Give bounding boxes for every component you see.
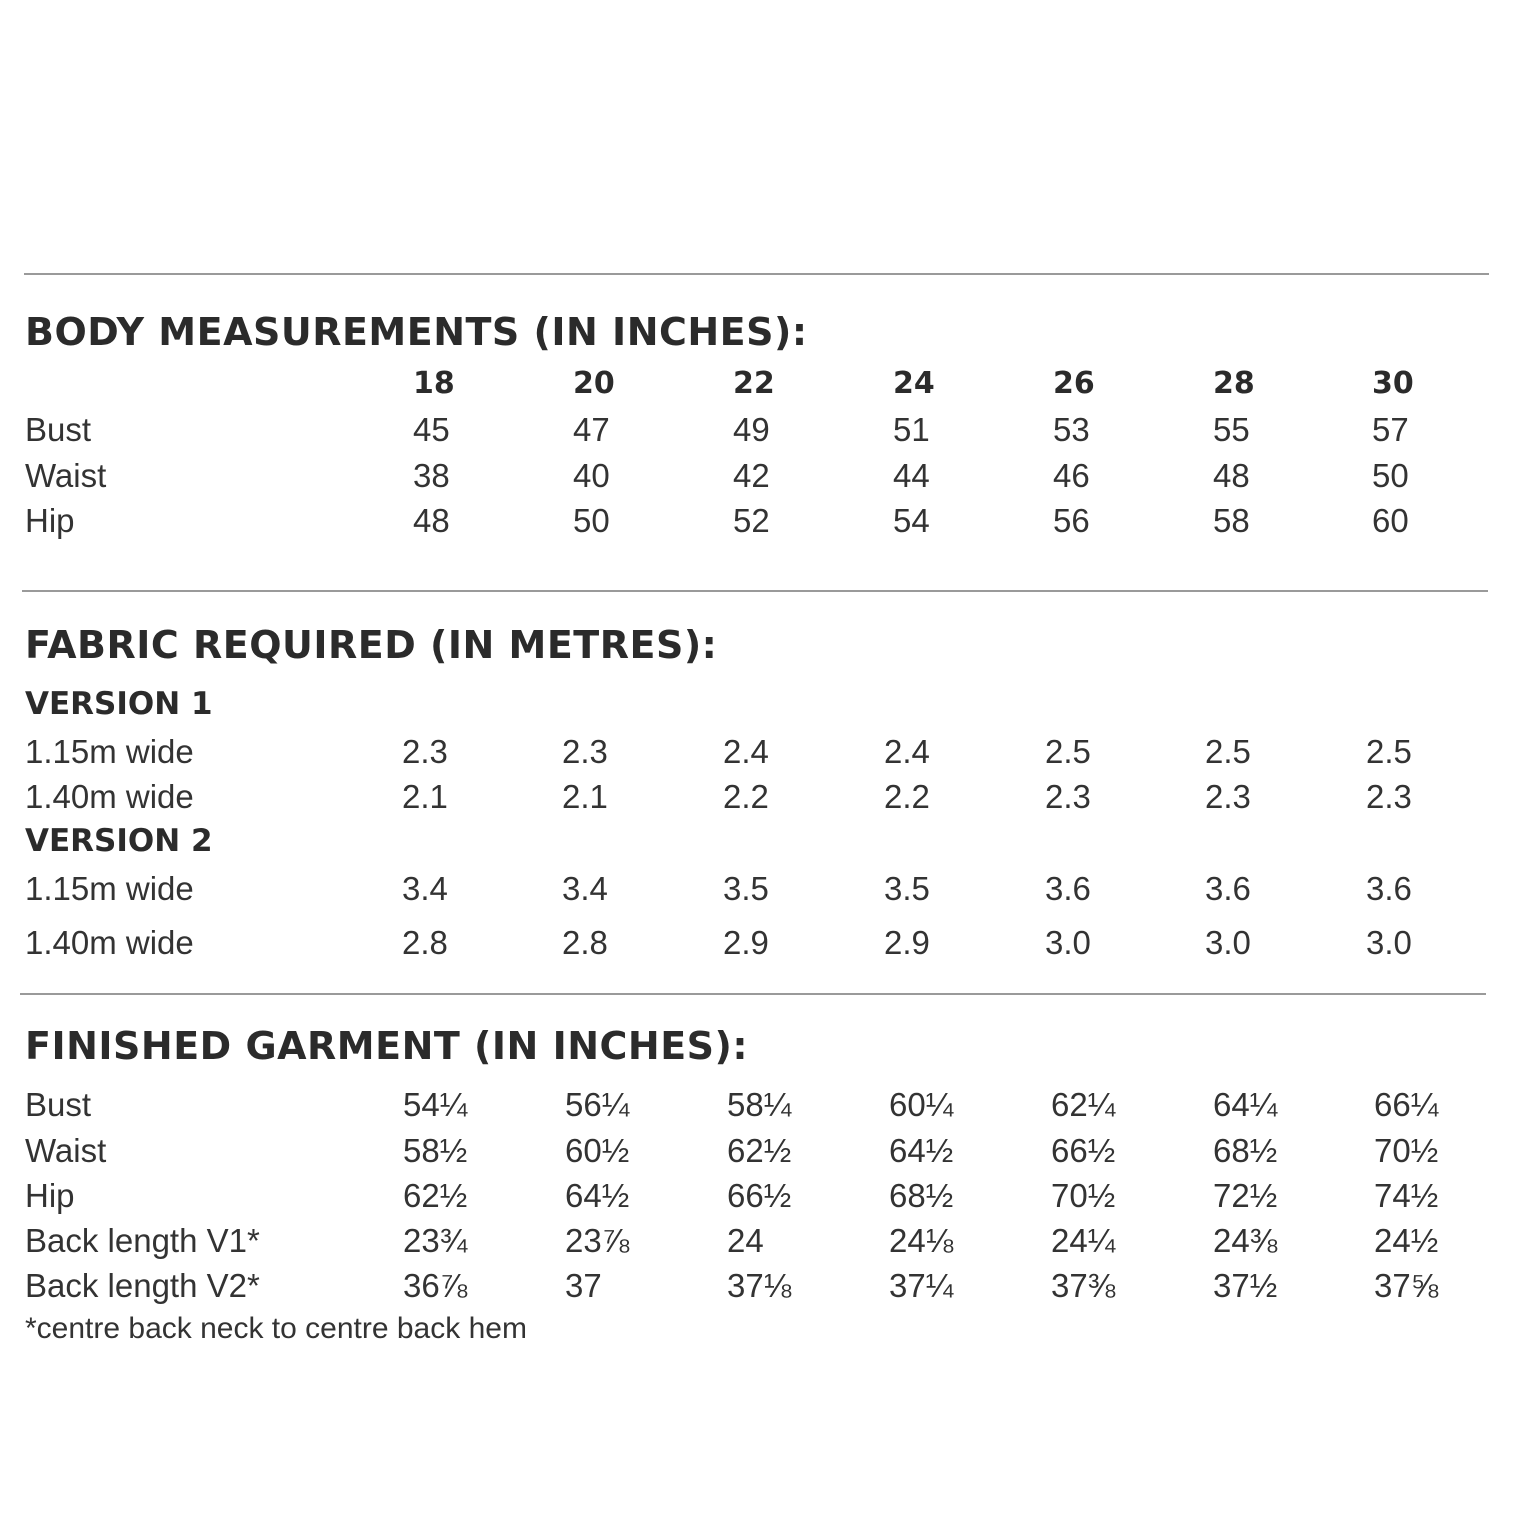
table-cell: 56 bbox=[1053, 502, 1090, 539]
table-cell: 58½ bbox=[403, 1132, 468, 1169]
row-label: Back length V1* bbox=[25, 1222, 260, 1259]
table-cell: 52 bbox=[733, 502, 770, 539]
table-row bbox=[0, 1083, 1526, 1127]
table-cell: 46 bbox=[1053, 457, 1090, 494]
table-row bbox=[0, 499, 1526, 543]
table-cell: 37¼ bbox=[889, 1267, 954, 1304]
table-cell: 3.4 bbox=[402, 870, 448, 907]
table-cell: 36⅞ bbox=[403, 1267, 468, 1304]
table-cell: 2.9 bbox=[884, 924, 930, 961]
size-header: 22 bbox=[733, 366, 775, 401]
table-cell: 45 bbox=[413, 411, 450, 448]
table-cell: 66¼ bbox=[1374, 1086, 1439, 1123]
table-cell: 44 bbox=[893, 457, 930, 494]
table-cell: 74½ bbox=[1374, 1177, 1439, 1214]
row-label: Waist bbox=[25, 457, 107, 494]
divider-middle bbox=[22, 590, 1488, 592]
table-cell: 64½ bbox=[889, 1132, 954, 1169]
table-row bbox=[0, 775, 1526, 819]
version-1-heading: VERSION 1 bbox=[25, 686, 213, 722]
row-label: Hip bbox=[25, 502, 75, 539]
size-header: 18 bbox=[413, 366, 455, 401]
row-label: 1.15m wide bbox=[25, 870, 194, 907]
table-cell: 2.1 bbox=[562, 778, 608, 815]
table-cell: 24⅜ bbox=[1213, 1222, 1278, 1259]
table-cell: 53 bbox=[1053, 411, 1090, 448]
table-cell: 64¼ bbox=[1213, 1086, 1278, 1123]
table-cell: 57 bbox=[1372, 411, 1409, 448]
table-cell: 23⅞ bbox=[565, 1222, 630, 1259]
table-cell: 2.5 bbox=[1045, 733, 1091, 770]
table-cell: 37½ bbox=[1213, 1267, 1278, 1304]
table-cell: 72½ bbox=[1213, 1177, 1278, 1214]
table-cell: 24¼ bbox=[1051, 1222, 1116, 1259]
fabric-required-heading: FABRIC REQUIRED (IN METRES): bbox=[25, 623, 718, 667]
size-header: 20 bbox=[573, 366, 615, 401]
size-header-row bbox=[0, 362, 1526, 406]
table-cell: 50 bbox=[1372, 457, 1409, 494]
table-cell: 3.4 bbox=[562, 870, 608, 907]
row-label: Hip bbox=[25, 1177, 75, 1214]
table-cell: 64½ bbox=[565, 1177, 630, 1214]
table-cell: 2.3 bbox=[1366, 778, 1412, 815]
table-cell: 48 bbox=[1213, 457, 1250, 494]
table-cell: 68½ bbox=[1213, 1132, 1278, 1169]
table-cell: 54 bbox=[893, 502, 930, 539]
table-cell: 68½ bbox=[889, 1177, 954, 1214]
table-cell: 2.3 bbox=[1205, 778, 1251, 815]
table-cell: 62½ bbox=[403, 1177, 468, 1214]
footnote: *centre back neck to centre back hem bbox=[25, 1312, 527, 1345]
table-row bbox=[0, 1264, 1526, 1308]
table-cell: 3.6 bbox=[1366, 870, 1412, 907]
row-label: 1.40m wide bbox=[25, 778, 194, 815]
table-cell: 3.5 bbox=[884, 870, 930, 907]
table-cell: 3.6 bbox=[1205, 870, 1251, 907]
table-cell: 2.2 bbox=[723, 778, 769, 815]
table-cell: 50 bbox=[573, 502, 610, 539]
table-row bbox=[0, 1174, 1526, 1218]
divider-top bbox=[24, 273, 1489, 275]
table-cell: 2.2 bbox=[884, 778, 930, 815]
table-cell: 3.0 bbox=[1366, 924, 1412, 961]
row-label: 1.40m wide bbox=[25, 924, 194, 961]
table-cell: 70½ bbox=[1051, 1177, 1116, 1214]
size-header: 26 bbox=[1053, 366, 1095, 401]
table-cell: 2.4 bbox=[884, 733, 930, 770]
table-cell: 2.9 bbox=[723, 924, 769, 961]
table-row bbox=[0, 1219, 1526, 1263]
table-cell: 49 bbox=[733, 411, 770, 448]
table-row bbox=[0, 454, 1526, 498]
table-cell: 2.8 bbox=[402, 924, 448, 961]
table-cell: 37 bbox=[565, 1267, 602, 1304]
table-cell: 23¾ bbox=[403, 1222, 468, 1259]
table-cell: 70½ bbox=[1374, 1132, 1439, 1169]
finished-garment-heading: FINISHED GARMENT (IN INCHES): bbox=[25, 1024, 749, 1068]
table-cell: 24½ bbox=[1374, 1222, 1439, 1259]
table-cell: 2.3 bbox=[1045, 778, 1091, 815]
table-cell: 54¼ bbox=[403, 1086, 468, 1123]
row-label: Bust bbox=[25, 1086, 92, 1123]
table-cell: 2.5 bbox=[1366, 733, 1412, 770]
table-row bbox=[0, 408, 1526, 452]
table-cell: 48 bbox=[413, 502, 450, 539]
table-cell: 51 bbox=[893, 411, 930, 448]
table-row bbox=[0, 730, 1526, 774]
size-header: 28 bbox=[1213, 366, 1255, 401]
table-cell: 58 bbox=[1213, 502, 1250, 539]
table-cell: 58¼ bbox=[727, 1086, 792, 1123]
divider-bottom bbox=[20, 993, 1486, 995]
size-header: 24 bbox=[893, 366, 935, 401]
table-row bbox=[0, 1129, 1526, 1173]
row-label: Bust bbox=[25, 411, 92, 448]
table-cell: 47 bbox=[573, 411, 610, 448]
table-cell: 2.8 bbox=[562, 924, 608, 961]
table-cell: 3.0 bbox=[1205, 924, 1251, 961]
table-cell: 2.1 bbox=[402, 778, 448, 815]
table-cell: 56¼ bbox=[565, 1086, 630, 1123]
table-cell: 37⅝ bbox=[1374, 1267, 1439, 1304]
table-cell: 55 bbox=[1213, 411, 1250, 448]
table-cell: 3.6 bbox=[1045, 870, 1091, 907]
table-cell: 2.5 bbox=[1205, 733, 1251, 770]
row-label: 1.15m wide bbox=[25, 733, 194, 770]
table-cell: 2.3 bbox=[562, 733, 608, 770]
table-cell: 2.3 bbox=[402, 733, 448, 770]
table-cell: 40 bbox=[573, 457, 610, 494]
table-cell: 24 bbox=[727, 1222, 764, 1259]
version-2-heading: VERSION 2 bbox=[25, 823, 213, 859]
table-cell: 60½ bbox=[565, 1132, 630, 1169]
row-label: Back length V2* bbox=[25, 1267, 260, 1304]
table-cell: 42 bbox=[733, 457, 770, 494]
body-measurements-heading: BODY MEASUREMENTS (IN INCHES): bbox=[25, 310, 808, 354]
table-cell: 66½ bbox=[727, 1177, 792, 1214]
table-cell: 37⅛ bbox=[727, 1267, 792, 1304]
table-cell: 2.4 bbox=[723, 733, 769, 770]
table-cell: 66½ bbox=[1051, 1132, 1116, 1169]
table-cell: 3.0 bbox=[1045, 924, 1091, 961]
table-cell: 60¼ bbox=[889, 1086, 954, 1123]
row-label: Waist bbox=[25, 1132, 107, 1169]
table-cell: 37⅜ bbox=[1051, 1267, 1116, 1304]
size-header: 30 bbox=[1372, 366, 1414, 401]
table-cell: 62½ bbox=[727, 1132, 792, 1169]
table-cell: 24⅛ bbox=[889, 1222, 954, 1259]
table-cell: 38 bbox=[413, 457, 450, 494]
table-row bbox=[0, 921, 1526, 965]
table-cell: 60 bbox=[1372, 502, 1409, 539]
table-cell: 62¼ bbox=[1051, 1086, 1116, 1123]
table-cell: 3.5 bbox=[723, 870, 769, 907]
table-row bbox=[0, 867, 1526, 911]
